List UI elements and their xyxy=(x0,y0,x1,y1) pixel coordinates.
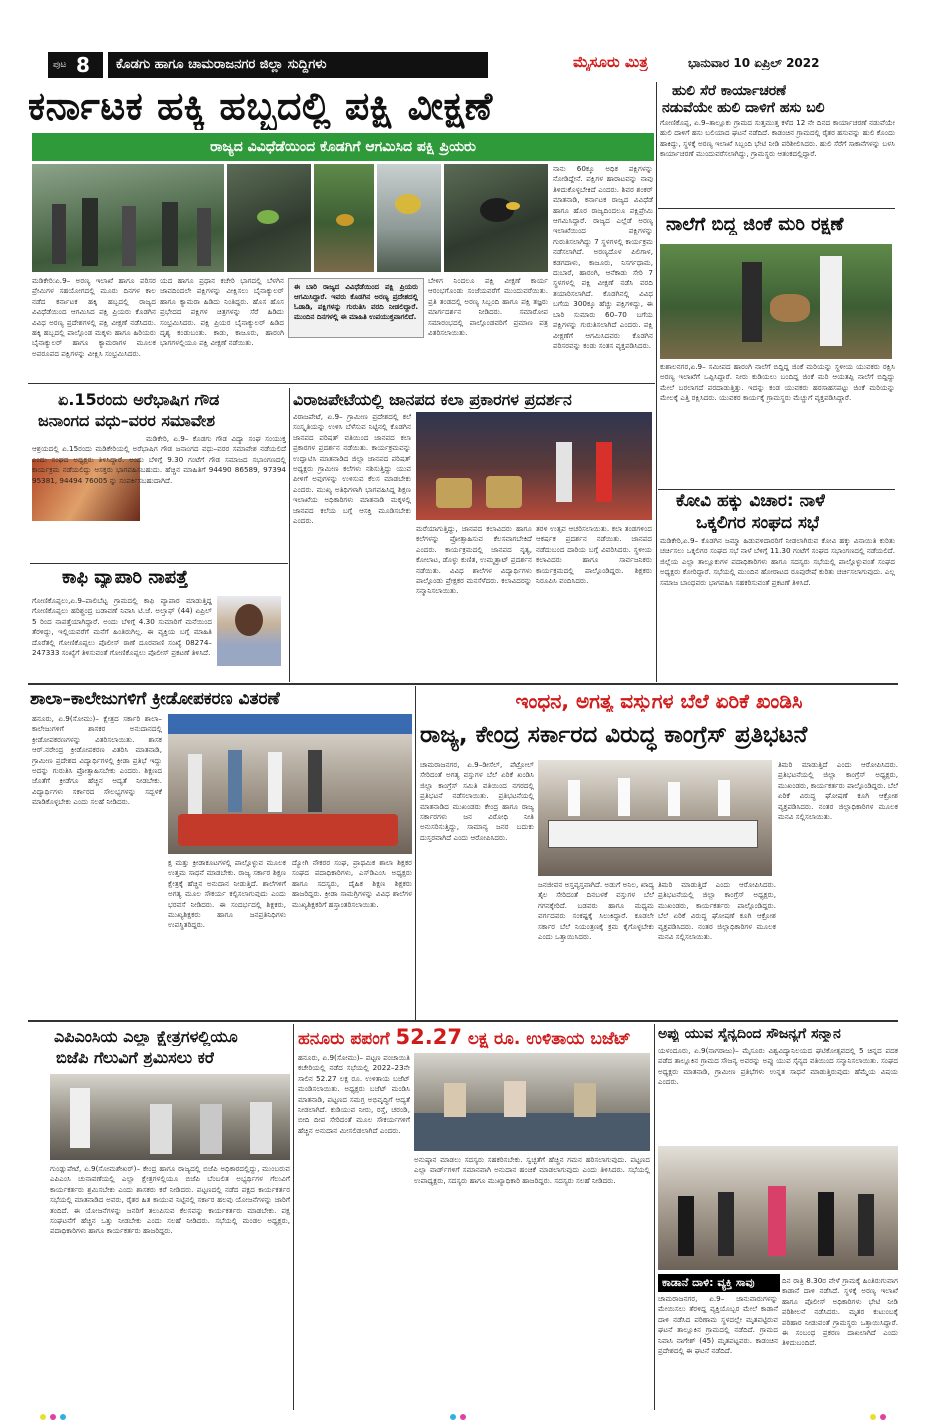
column-rule-5 xyxy=(654,1024,655,1410)
tiger-headline-2: ನಡುವೆಯೇ ಹುಲಿ ದಾಳಿಗೆ ಹಸು ಬಲಿ xyxy=(662,101,825,116)
lead-right-column: ನಾನು 60ಕ್ಕೂ ಅಧಿಕ ಪಕ್ಷಿಗಳನ್ನು ನೋಡಿದ್ದೇನೆ. ಪಕ್ಷಿಗಳ ಹಾರಾಟವನ್ನು ನಾವು ತಿಳಿದುಕೊಳ್ಳಬೇಕಿದೆ ಎಂದರು. ಶಿವರ ಶಂಕರ್ ಮಾತನಾಡಿ, ಕರ್ನಾಟಕ ರಾಜ್ಯದ ವಿವಿಧೆಡೆ ಹಾಗೂ ಹೊರ ರಾಜ್ಯದಿಂದಲೂ ಪಕ್ಷಿಪ್ರೇಮಿ ಆಗಮಿಸಿದ್ದಾರೆ. ರಾಜ್ಯದ ಎಲ್ಲೆಡೆ ಅರಣ್ಯ ಇಲಾಖೆಯಿಂದ ಪಕ್ಷಿಗಳನ್ನು ಗುರುತಿಸಲಾಗಿದ್ದು 7 ಸ್ಥಳಗಳಲ್ಲಿ ಕಾರ್ಯಕ್ರಮ ನಡೆಸಲಾಗಿದೆ. ಅರಣ್ಯದೊಳ ಪಿಲಿಗಾಳ, ಕಡಗದಾಳು, ಕಾಜೂರು, ನಿಸರ್ಗಧಾಮ, ದುಬಾರೆ, ಹಾರಂಗಿ, ಆನೆಕಾಡು ಸೇರಿ 7 ಸ್ಥಳಗಳಲ್ಲಿ ಪಕ್ಷಿ ವೀಕ್ಷಣೆ ನಡೆಸಿ ವರದಿ ತಯಾರಿಸಲಾಗಿದೆ. ಕೊಡಗಿನಲ್ಲಿ ವಿವಿಧ ಬಗೆಯ 300ಕ್ಕೂ ಹೆಚ್ಚು ಪಕ್ಷಿಗಳಿದ್ದು, ಈ ಬಾರಿ ಸುಮಾರು 60–70 ಬಗೆಯ ಪಕ್ಷಿಗಳನ್ನು ಗುರುತಿಸಲಾಗಿದೆ ಎಂದರು. ಪಕ್ಷಿ ವೀಕ್ಷಣೆಗೆ ಆಗಮಿಸಿದವರು ಕೊಡಗಿನ ಪರಿಸರವನ್ನು ಕಂಡು ಸಂತಸ ವ್ಯಕ್ತಪಡಿಸಿದರು. xyxy=(553,164,653,350)
budget-body-right: ಅನುಷ್ಠಾನ ಮಾಡಲು ಸದಸ್ಯರು ಸಹಕರಿಸಬೇಕು. ಸ್ವಚ್ಛತೆಗೆ ಹೆಚ್ಚಿನ ಗಮನ ಹರಿಸಲಾಗುವುದು. ಪಟ್ಟಣದ ಎಲ್ಲಾ ವಾರ್ಡ್‌ಗಳಿಗೆ ಸಮಾನವಾಗಿ ಅನುದಾನ ಹಂಚಿಕೆ ಮಾಡಲಾಗುವುದು ಎಂದು ತಿಳಿಸಿದರು. ಸಭೆಯಲ್ಲಿ ಉಪಾಧ್ಯಕ್ಷರು, ಸದಸ್ಯರು ಹಾಗೂ ಮುಖ್ಯಾಧಿಕಾರಿ ಹಾಜರಿದ್ದರು. ಸದಸ್ಯರು ಸಲಹೆ ನೀಡಿದರು. xyxy=(414,1155,650,1185)
kovi-headline-2: ಒಕ್ಕಲಿಗರ ಸಂಘದ ಸಭೆ xyxy=(696,514,820,533)
birdwatchers-photo xyxy=(32,164,224,272)
sports-body-left: ಹನೂರು, ಏ.9(ಸೋಮು)– ಕ್ಷೇತ್ರದ ಸರ್ಕಾರಿ ಶಾಲಾ–ಕಾಲೇಜುಗಳಿಗೆ ಶಾಸಕರ ಅನುದಾನದಲ್ಲಿ ಕ್ರೀಡೋಪಕರಣಗಳನ್ನು ವಿತರಿಸಲಾಯಿತು. ಶಾಸಕ ಆರ್.ನರೇಂದ್ರ ಕ್ರೀಡೋಪಕರಣ ವಿತರಿಸಿ ಮಾತನಾಡಿ, ಗ್ರಾಮೀಣ ಪ್ರದೇಶದ ವಿದ್ಯಾರ್ಥಿಗಳಲ್ಲಿ ಕ್ರೀಡಾ ಪ್ರತಿಭೆ ಇದ್ದು ಅದನ್ನು ಗುರುತಿಸಿ ಪ್ರೋತ್ಸಾಹಿಸಬೇಕು ಎಂದರು. ಶಿಕ್ಷಣದ ಜೊತೆಗೆ ಕ್ರೀಡೆಗೂ ಹೆಚ್ಚಿನ ಆದ್ಯತೆ ನೀಡಬೇಕು. ವಿದ್ಯಾರ್ಥಿಗಳು ಸರ್ಕಾರದ ಸೌಲಭ್ಯಗಳನ್ನು ಸದ್ಬಳಕೆ ಮಾಡಿಕೊಳ್ಳಬೇಕು ಎಂದು ಸಲಹೆ ನೀಡಿದರು. xyxy=(32,714,162,807)
sports-headline: ಶಾಲಾ–ಕಾಲೇಜುಗಳಿಗೆ ಕ್ರೀಡೋಪಕರಣ ವಿತರಣೆ xyxy=(30,690,280,709)
virajpet-body-left: ವಿರಾಜಪೇಟೆ, ಏ.9– ಗ್ರಾಮೀಣ ಪ್ರದೇಶದಲ್ಲಿ ಕಲೆ ಸಂಸ್ಕೃತಿಯನ್ನು ಉಳಿಸಿ ಬೆಳೆಸುವ ನಿಟ್ಟಿನಲ್ಲಿ ಕೊಡಗಿನ ಜಾನಪದ ಪರಿಷತ್ ವತಿಯಿಂದ ಜಾನಪದ ಕಲಾ ಪ್ರಕಾರಗಳ ಪ್ರದರ್ಶನ ನಡೆಯಿತು. ಕಾರ್ಯಕ್ರಮವನ್ನು ಉದ್ಘಾಟಿಸಿ ಮಾತನಾಡಿದ ಜಿಲ್ಲಾ ಜಾನಪದ ಪರಿಷತ್ ಅಧ್ಯಕ್ಷರು ಗ್ರಾಮೀಣ ಕಲೆಗಳು ನಶಿಸುತ್ತಿದ್ದು ಯುವ ಪೀಳಿಗೆ ಅವುಗಳನ್ನು ಉಳಿಸುವ ಕೆಲಸ ಮಾಡಬೇಕು ಎಂದರು. ಮುಖ್ಯ ಅತಿಥಿಗಳಾಗಿ ಭಾಗವಹಿಸಿದ್ದ ಶಿಕ್ಷಣ ಇಲಾಖೆಯ ಅಧಿಕಾರಿಗಳು ಮಾತನಾಡಿ ಮಕ್ಕಳಲ್ಲಿ ಜಾನಪದ ಕಲೆಯ ಬಗ್ಗೆ ಆಸಕ್ತಿ ಮೂಡಿಸಬೇಕು ಎಂದರು. xyxy=(293,412,411,526)
kadane-body-right: ದಿನ ರಾತ್ರಿ 8.30ರ ವೇಳೆ ಗ್ರಾಮಕ್ಕೆ ಹಿಂತಿರುಗುವಾಗ ಕಾಡಾನೆ ದಾಳಿ ನಡೆಸಿದೆ. ಸ್ಥಳಕ್ಕೆ ಅರಣ್ಯ ಇಲಾಖೆ ಹಾಗೂ ಪೊಲೀಸ್ ಅಧಿಕಾರಿಗಳು ಭೇಟಿ ನೀಡಿ ಪರಿಶೀಲನೆ ನಡೆಸಿದರು. ಮೃತರ ಕುಟುಂಬಕ್ಕೆ ಪರಿಹಾರ ನೀಡುವಂತೆ ಗ್ರಾಮಸ್ಥರು ಒತ್ತಾಯಿಸಿದ್ದಾರೆ. ಈ ಸಂಬಂಧ ಪ್ರಕರಣ ದಾಖಲಾಗಿದೆ ಎಂದು ತಿಳಿದುಬಂದಿದೆ. xyxy=(782,1276,898,1348)
deer-rule xyxy=(658,489,895,490)
protest-photo xyxy=(538,760,772,876)
wedding-rule xyxy=(30,563,288,564)
coffee-headline: ಕಾಫಿ ವ್ಯಾಪಾರಿ ನಾಪತ್ತೆ xyxy=(62,568,189,588)
column-rule-2 xyxy=(656,82,657,682)
registration-marks xyxy=(40,1414,900,1422)
folk-performance-photo xyxy=(416,412,652,520)
lead-headline: ಕರ್ನಾಟಕ ಹಕ್ಕಿ ಹಬ್ಬದಲ್ಲಿ ಪಕ್ಷಿ ವೀಕ್ಷಣೆ xyxy=(28,84,493,128)
issue-date: ಭಾನುವಾರ 10 ಏಪ್ರಿಲ್ 2022 xyxy=(688,57,820,70)
wedding-body: ಮಡಿಕೇರಿ, ಏ.9– ಕೊಡಗು ಗೌಡ ವಿದ್ಯಾ ಸಂಘ ಸಂಯುಕ್ತ ಆಶ್ರಯದಲ್ಲಿ ಏ.15ರಂದು ಮಡಿಕೇರಿಯಲ್ಲಿ ಅರೆಭಾಷಿಗ ಗೌಡ ಜನಾಂಗದ ವಧು–ವರರ ಸಮಾವೇಶ ನಡೆಯಲಿದೆ ಎಂದು ಸಂಘದ ಅಧ್ಯಕ್ಷರು ತಿಳಿಸಿದ್ದಾರೆ. ಅಂದು ಬೆಳಿಗ್ಗೆ 9.30 ಗಂಟೆಗೆ ಗೌಡ ಸಮಾಜದ ಸಭಾಂಗಣದಲ್ಲಿ ಕಾರ್ಯಕ್ರಮ ನಡೆಯಲಿದ್ದು ಆಸಕ್ತರು ಭಾಗವಹಿಸಬಹುದು. ಹೆಚ್ಚಿನ ಮಾಹಿತಿಗೆ 94490 86589, 97394 95381, 94494 76005 ನ್ನು ಸಂಪರ್ಕಿಸಬಹುದಾಗಿದೆ. xyxy=(32,434,286,485)
tiger-rule xyxy=(658,208,895,209)
congress-body-mid: ಜನಜೀವನ ಅಸ್ತವ್ಯಸ್ತವಾಗಿದೆ. ಅಡುಗೆ ಅನಿಲ, ಖಾದ್ಯ ತೈಲ ಸೇರಿದಂತೆ ದಿನಬಳಕೆ ವಸ್ತುಗಳ ಬೆಲೆ ಗಗನಕ್ಕೇರಿದೆ. ಬಡವರು ಹಾಗೂ ಮಧ್ಯಮ ವರ್ಗದವರು ಸಂಕಷ್ಟಕ್ಕೆ ಸಿಲುಕಿದ್ದಾರೆ. ಕೂಡಲೇ ಸರ್ಕಾರ ಬೆಲೆ ನಿಯಂತ್ರಣಕ್ಕೆ ಕ್ರಮ ಕೈಗೊಳ್ಳಬೇಕು ಎಂದು ಒತ್ತಾಯಿಸಿದರು. xyxy=(538,880,654,942)
army-headline: ಅಪ್ಪು ಯುವ ಸೈನ್ಯದಿಂದ ಸೌಜನ್ಯಗೆ ಸನ್ಮಾನ xyxy=(658,1027,841,1042)
congress-side-column: ತಿಮರಿ ಮಾಡುತ್ತಿದೆ ಎಂದು ಆರೋಪಿಸಿದರು. ಪ್ರತಿಭಟನೆಯಲ್ಲಿ ಜಿಲ್ಲಾ ಕಾಂಗ್ರೆಸ್ ಅಧ್ಯಕ್ಷರು, ಮುಖಂಡರು, ಕಾರ್ಯಕರ್ತರು ಪಾಲ್ಗೊಂಡಿದ್ದರು. ಬೆಲೆ ಏರಿಕೆ ವಿರುದ್ಧ ಘೋಷಣೆ ಕೂಗಿ ಆಕ್ರೋಶ ವ್ಯಕ್ತಪಡಿಸಿದರು. ನಂತರ ಜಿಲ್ಲಾಧಿಕಾರಿಗಳ ಮೂಲಕ ಮನವಿ ಸಲ್ಲಿಸಲಾಯಿತು. xyxy=(778,760,898,822)
section-title: ಕೊಡಗು ಹಾಗೂ ಚಾಮರಾಜನಗರ ಜಿಲ್ಲಾ ಸುದ್ದಿಗಳು xyxy=(108,52,488,78)
coffee-body: ಗೋಣಿಕೊಪ್ಪಲು,ಏ.9–ಪಾಲಿಬೆಟ್ಟ ಗ್ರಾಮದಲ್ಲಿ ಕಾಫಿ ವ್ಯಾಪಾರ ಮಾಡುತ್ತಿದ್ದ ಗೋಣಿಕೊಪ್ಪಲು ಹರಿಶ್ಚಂದ್ರ ಬಡಾವಣೆ ನಿವಾಸಿ ಟಿ.ಜೆ. ಅಲ್ತಾಫ್ (44) ಏಪ್ರಿಲ್ 5 ರಿಂದ ನಾಪತ್ತೆಯಾಗಿದ್ದಾರೆ. ಅಂದು ಬೆಳಿಗ್ಗೆ 4.30 ಸುಮಾರಿಗೆ ಮನೆಯಿಂದ ತೆರಳಿದ್ದು, ಇಲ್ಲಿಯವರೆಗೆ ಮನೆಗೆ ಹಿಂತಿರುಗಿಲ್ಲ. ಈ ವ್ಯಕ್ತಿಯ ಬಗ್ಗೆ ಮಾಹಿತಿ ದೊರೆತಲ್ಲಿ ಗೋಣಿಕೊಪ್ಪಲು ಪೊಲೀಸ್ ಠಾಣೆ ದೂರವಾಣಿ ಸಂಖ್ಯೆ 08274–247333 ಸಂಖ್ಯೆಗೆ ತಿಳಿಸುವಂತೆ ಗೋಣಿಕೊಪ್ಪಲು ಪೊಲೀಸ್ ಪ್ರಕಟಣೆ ತಿಳಿಸಿದೆ. xyxy=(32,596,212,658)
apmc-headline-1: ಎಪಿಎಂಸಿಯ ಎಲ್ಲಾ ಕ್ಷೇತ್ರಗಳಲ್ಲಿಯೂ xyxy=(54,1028,238,1046)
army-body: ಯಳಂದೂರು, ಏ.9(ನಾಗರಾಜು)– ಮೈಸೂರು ವಿಶ್ವವಿದ್ಯಾನಿಲಯದ ಘಟಿಕೋತ್ಸವದಲ್ಲಿ 5 ಚಿನ್ನದ ಪದಕ ಪಡೆದ ತಾಲ್ಲೂಕಿನ ಗ್ರಾಮದ ಸೌಜನ್ಯ ಅವರನ್ನು ಅಪ್ಪು ಯುವ ಸೈನ್ಯದ ವತಿಯಿಂದ ಸನ್ಮಾನಿಸಲಾಯಿತು. ಸಂಘದ ಅಧ್ಯಕ್ಷರು ಮಾತನಾಡಿ, ಗ್ರಾಮೀಣ ಪ್ರತಿಭೆಗಳು ಉನ್ನತ ಸಾಧನೆ ಮಾಡುತ್ತಿರುವುದು ಹೆಮ್ಮೆಯ ವಿಷಯ ಎಂದರು. xyxy=(658,1046,898,1087)
kadane-headline: ಕಾಡಾನೆ ದಾಳಿ: ವ್ಯಕ್ತಿ ಸಾವು xyxy=(658,1274,780,1292)
column-rule-4 xyxy=(293,1024,294,1410)
hornbill-photo xyxy=(444,164,548,272)
wedding-headline-2: ಜನಾಂಗದ ವಧು–ವರರ ಸಮಾವೇಶ xyxy=(38,412,216,430)
deer-headline: ನಾಲೆಗೆ ಬಿದ್ದ ಜಿಂಕೆ ಮರಿ ರಕ್ಷಣೆ xyxy=(666,215,844,235)
lead-bottom-rule xyxy=(28,383,655,384)
budget-headline-c: ಲಕ್ಷ ರೂ. ಉಳಿತಾಯ ಬಜೆಟ್ xyxy=(467,1029,631,1049)
page-number-box xyxy=(48,52,103,78)
lower-section-rule xyxy=(28,1020,898,1022)
sports-distribution-photo xyxy=(168,714,412,854)
kovi-headline-1: ಕೋವಿ ಹಕ್ಕು ವಿಚಾರ: ನಾಳೆ xyxy=(676,492,825,511)
virajpet-headline: ವಿರಾಜಪೇಟೆಯಲ್ಲಿ ಜಾನಪದ ಕಲಾ ಪ್ರಕಾರಗಳ ಪ್ರದರ್ಶನ xyxy=(293,391,572,409)
sports-body-mid: ಕ್ಷ ಮತ್ತು ಕ್ರೀಡಾಕೂಟಗಳಲ್ಲಿ ಪಾಲ್ಗೊಳ್ಳುವ ಮೂಲಕ ಉತ್ತಮ ಸಾಧನೆ ಮಾಡಬೇಕು. ರಾಜ್ಯ ಸರ್ಕಾರ ಶಿಕ್ಷಣ ಕ್ಷೇತ್ರಕ್ಕೆ ಹೆಚ್ಚಿನ ಅನುದಾನ ನೀಡುತ್ತಿದೆ. ಶಾಲೆಗಳಿಗೆ ಅಗತ್ಯ ಮೂಲ ಸೌಕರ್ಯ ಕಲ್ಪಿಸಲಾಗುವುದು ಎಂದು ಭರವಸೆ ನೀಡಿದರು. ಈ ಸಂದರ್ಭದಲ್ಲಿ ಶಿಕ್ಷಕರು, ಮುಖ್ಯಶಿಕ್ಷಕರು ಹಾಗೂ ಜನಪ್ರತಿನಿಧಿಗಳು ಉಪಸ್ಥಿತರಿದ್ದರು. xyxy=(168,858,286,930)
budget-headline xyxy=(298,1025,650,1051)
tiger-headline-1: ಹುಲಿ ಸೆರೆ ಕಾರ್ಯಾಚರಣೆ xyxy=(672,84,787,99)
deer-rescue-photo xyxy=(660,244,892,359)
column-rule-1 xyxy=(289,388,290,682)
kovi-body: ಮಡಿಕೇರಿ,ಏ.9– ಕೊಡಗಿನ ಜಮ್ಮಾ ಹಿಡುವಳಿದಾರರಿಗೆ ನೀಡಲಾಗಿರುವ ಕೋವಿ ಹಕ್ಕು ವಿನಾಯಿತಿ ಕುರಿತು ಚರ್ಚಿಸಲು ಒಕ್ಕಲಿಗರ ಸಂಘದ ಸಭೆ ನಾಳೆ ಬೆಳಿಗ್ಗೆ 11.30 ಗಂಟೆಗೆ ಸಂಘದ ಸಭಾಂಗಣದಲ್ಲಿ ನಡೆಯಲಿದೆ. ಜಿಲ್ಲೆಯ ಎಲ್ಲಾ ತಾಲ್ಲೂಕುಗಳ ಪದಾಧಿಕಾರಿಗಳು ಹಾಗೂ ಸದಸ್ಯರು ಸಭೆಯಲ್ಲಿ ಪಾಲ್ಗೊಳ್ಳುವಂತೆ ಸಂಘದ ಅಧ್ಯಕ್ಷರು ಕೋರಿದ್ದಾರೆ. ಸಭೆಯಲ್ಲಿ ಮುಂದಿನ ಹೋರಾಟದ ರೂಪುರೇಷೆ ಕುರಿತು ಚರ್ಚಿಸಲಾಗುವುದು. ಎಲ್ಲ ಸಮಾಜ ಬಾಂಧವರು ಭಾಗವಹಿಸಿ ಸಹಕರಿಸುವಂತೆ ಪ್ರಕಟಣೆ ತಿಳಿಸಿದೆ. xyxy=(660,536,895,587)
tiger-body: ಗೋಣಿಕೊಪ್ಪ, ಏ.9–ತಾಲ್ಲೂಕು ಗ್ರಾಮದ ಸುತ್ತಮುತ್ತ ಕಳೆದ 12 ನೇ ದಿನದ ಕಾರ್ಯಾಚರಣೆ ನಡುವೆಯೇ ಹುಲಿ ದಾಳಿಗೆ ಹಸು ಬಲಿಯಾದ ಘಟನೆ ನಡೆದಿದೆ. ಕಾಡಂಚಿನ ಗ್ರಾಮದಲ್ಲಿ ರೈತರ ಹಸುವನ್ನು ಹುಲಿ ಕೊಂದು ಹಾಕಿದ್ದು, ಸ್ಥಳಕ್ಕೆ ಅರಣ್ಯ ಇಲಾಖೆ ಸಿಬ್ಬಂದಿ ಭೇಟಿ ನೀಡಿ ಪರಿಶೀಲಿಸಿದರು. ಹುಲಿ ಸೆರೆಗೆ ಸಾಕಾನೆಗಳನ್ನು ಬಳಸಿ ಕಾರ್ಯಾಚರಣೆ ಮುಂದುವರೆಸಲಾಗಿದ್ದು, ಗ್ರಾಮಸ್ಥರು ಆತಂಕದಲ್ಲಿದ್ದಾರೆ. xyxy=(660,118,895,159)
apmc-body: ಗುಂಡ್ಲುಪೇಟೆ, ಏ.9(ಸೋಮಶೇಖರ್)– ಕೇಂದ್ರ ಹಾಗೂ ರಾಜ್ಯದಲ್ಲಿ ಬಿಜೆಪಿ ಅಧಿಕಾರದಲ್ಲಿದ್ದು, ಮುಂಬರುವ ಎಪಿಎಂಸಿ ಚುನಾವಣೆಯಲ್ಲಿ ಎಲ್ಲಾ ಕ್ಷೇತ್ರಗಳಲ್ಲಿಯೂ ಬಿಜೆಪಿ ಬೆಂಬಲಿತ ಅಭ್ಯರ್ಥಿಗಳ ಗೆಲುವಿಗೆ ಕಾರ್ಯಕರ್ತರು ಶ್ರಮಿಸಬೇಕು ಎಂದು ಶಾಸಕರು ಕರೆ ನೀಡಿದರು. ಪಟ್ಟಣದಲ್ಲಿ ನಡೆದ ಪಕ್ಷದ ಕಾರ್ಯಕರ್ತರ ಸಭೆಯಲ್ಲಿ ಮಾತನಾಡಿದ ಅವರು, ರೈತರ ಹಿತ ಕಾಯುವ ನಿಟ್ಟಿನಲ್ಲಿ ಸರ್ಕಾರ ಹಲವು ಯೋಜನೆಗಳನ್ನು ಜಾರಿಗೆ ತಂದಿದೆ. ಈ ಯೋಜನೆಗಳನ್ನು ಜನರಿಗೆ ತಲುಪಿಸುವ ಕೆಲಸವನ್ನು ಕಾರ್ಯಕರ್ತರು ಮಾಡಬೇಕು. ಪಕ್ಷ ಸಂಘಟನೆಗೆ ಹೆಚ್ಚಿನ ಒತ್ತು ನೀಡಬೇಕು ಎಂದು ಸಲಹೆ ನೀಡಿದರು. ಸಭೆಯಲ್ಲಿ ಮಂಡಲ ಅಧ್ಯಕ್ಷರು, ಪದಾಧಿಕಾರಿಗಳು ಹಾಗೂ ಕಾರ್ಯಕರ್ತರು ಹಾಜರಿದ್ದರು. xyxy=(50,1164,290,1236)
lead-body-b: ಯದ ಹಾಗೂ ಪ್ರಧಾನ ಕಚೇರಿ ಭಾಗದಲ್ಲಿ ಬೆಳಗಿನ ಜಾವದಿಂದಲೇ ಪಕ್ಷಿಗಳನ್ನು ವೀಕ್ಷಿಸಲು ಬೈನಾಕ್ಯುಲರ್ ಹಾಗೂ ಕ್ಯಾಮರಾ ಹಿಡಿದು ನಿಂತಿದ್ದರು. ಹೊಸ ಹೊಸ ಪ್ರಭೇದದ ಪಕ್ಷಿಗಳ ಚಿತ್ರಗಳನ್ನು ಸೆರೆ ಹಿಡಿದು ಸಂಭ್ರಮಿಸಿದರು. ಪಕ್ಷಿ ಪ್ರಿಯರ ಬೈನಾಕ್ಯುಲರ್ ಹಿಡಿದ ದೃಶ್ಯ ಕಂಡುಬಂತು. ಕಾಡು, ಕಾಜೂರು, ಹಾರಂಗಿ ಭಾಗಗಳಲ್ಲಿಯೂ ಪಕ್ಷಿ ವೀಕ್ಷಣೆ ನಡೆಯಿತು. xyxy=(160,276,284,348)
deer-body: ಕುಶಾಲನಗರ,ಏ.9– ಸಮೀಪದ ಹಾರಂಗಿ ನಾಲೆಗೆ ಬಿದ್ದಿದ್ದ ಜಿಂಕೆ ಮರಿಯನ್ನು ಸ್ಥಳೀಯ ಯುವಕರು ರಕ್ಷಿಸಿ ಅರಣ್ಯ ಇಲಾಖೆಗೆ ಒಪ್ಪಿಸಿದ್ದಾರೆ. ನೀರು ಕುಡಿಯಲು ಬಂದಿದ್ದ ಜಿಂಕೆ ಮರಿ ಆಯತಪ್ಪಿ ನಾಲೆಗೆ ಬಿದ್ದಿದ್ದು ಮೇಲೆ ಬರಲಾಗದೆ ಪರದಾಡುತ್ತಿತ್ತು. ಇದನ್ನು ಕಂಡ ಯುವಕರು ಹರಸಾಹಸಪಟ್ಟು ಜಿಂಕೆ ಮರಿಯನ್ನು ಮೇಲಕ್ಕೆ ಎತ್ತಿ ರಕ್ಷಿಸಿದರು. ಯುವಕರ ಕಾರ್ಯಕ್ಕೆ ಗ್ರಾಮಸ್ಥರು ಮೆಚ್ಚುಗೆ ವ್ಯಕ್ತಪಡಿಸಿದ್ದಾರೆ. xyxy=(660,362,895,403)
apmc-headline-2: ಬಿಜೆಪಿ ಗೆಲುವಿಗೆ ಶ್ರಮಿಸಲು ಕರೆ xyxy=(56,1049,214,1067)
budget-meeting-photo xyxy=(414,1053,650,1151)
budget-headline-b: 52.27 xyxy=(395,1025,462,1049)
congress-body-left: ಚಾಮರಾಜನಗರ, ಏ.9–ಡೀಸೆಲ್, ಪೆಟ್ರೋಲ್ ಸೇರಿದಂತೆ ಅಗತ್ಯ ವಸ್ತುಗಳ ಬೆಲೆ ಏರಿಕೆ ಖಂಡಿಸಿ ಜಿಲ್ಲಾ ಕಾಂಗ್ರೆಸ್ ಸಮಿತಿ ವತಿಯಿಂದ ನಗರದಲ್ಲಿ ಪ್ರತಿಭಟನೆ ನಡೆಸಲಾಯಿತು. ಪ್ರತಿಭಟನೆಯಲ್ಲಿ ಮಾತನಾಡಿದ ಮುಖಂಡರು ಕೇಂದ್ರ ಹಾಗೂ ರಾಜ್ಯ ಸರ್ಕಾರಗಳು ಜನ ವಿರೋಧಿ ನೀತಿ ಅನುಸರಿಸುತ್ತಿದ್ದು, ಸಾಮಾನ್ಯ ಜನರ ಬದುಕು ದುಸ್ತರವಾಗಿದೆ ಎಂದು ಆರೋಪಿಸಿದರು. xyxy=(420,760,534,842)
lead-quote: ಈ ಬಾರಿ ರಾಜ್ಯದ ವಿವಿಧೆಡೆಯಿಂದ ಪಕ್ಷಿ ಪ್ರಿಯರು ಆಗಮಿಸಿದ್ದಾರೆ. ಇವರು ಕೊಡಗಿನ ಅರಣ್ಯ ಪ್ರದೇಶದಲ್ಲಿ ಓಡಾಡಿ, ಪಕ್ಷಿಗಳನ್ನು ಗುರುತಿಸಿ ವರದಿ ನೀಡಲಿದ್ದಾರೆ. ಮುಂದಿನ ದಿನಗಳಲ್ಲಿ ಈ ಮಾಹಿತಿ ಉಪಯುಕ್ತವಾಗಲಿದೆ. xyxy=(288,278,424,338)
paper-name: ಮೈಸೂರು ಮಿತ್ರ xyxy=(573,54,648,71)
congress-headline: ರಾಜ್ಯ, ಕೇಂದ್ರ ಸರ್ಕಾರದ ವಿರುದ್ಧ ಕಾಂಗ್ರೆಸ್ ಪ್ರತಿಭಟನೆ xyxy=(420,722,808,748)
budget-body-left: ಹನೂರು, ಏ.9(ಸೋಮು)– ಪಟ್ಟಣ ಪಂಚಾಯಿತಿ ಕಚೇರಿಯಲ್ಲಿ ನಡೆದ ಸಭೆಯಲ್ಲಿ 2022–23ನೇ ಸಾಲಿನ 52.27 ಲಕ್ಷ ರೂ. ಉಳಿತಾಯ ಬಜೆಟ್ ಮಂಡಿಸಲಾಯಿತು. ಅಧ್ಯಕ್ಷರು ಬಜೆಟ್ ಮಂಡಿಸಿ ಮಾತನಾಡಿ, ಪಟ್ಟಣದ ಸಮಗ್ರ ಅಭಿವೃದ್ಧಿಗೆ ಆದ್ಯತೆ ನೀಡಲಾಗಿದೆ. ಕುಡಿಯುವ ನೀರು, ರಸ್ತೆ, ಚರಂಡಿ, ಬೀದಿ ದೀಪ ಸೇರಿದಂತೆ ಮೂಲ ಸೌಕರ್ಯಗಳಿಗೆ ಹೆಚ್ಚಿನ ಅನುದಾನ ಮೀಸಲಿಡಲಾಗಿದೆ ಎಂದರು. xyxy=(298,1053,410,1135)
apmc-meeting-photo xyxy=(50,1074,290,1160)
felicitation-photo xyxy=(658,1146,898,1270)
masthead xyxy=(48,52,898,78)
lead-subhead: ರಾಜ್ಯದ ವಿವಿಧೆಡೆಯಿಂದ ಕೊಡಗಿಗೆ ಆಗಮಿಸಿದ ಪಕ್ಷಿ ಪ್ರಿಯರು xyxy=(32,133,654,161)
virajpet-body-mid: ಮರೆಯಾಗುತ್ತಿದ್ದು, ಜಾನಪದ ಕಲಾವಿದರು ಹಾಗೂ ಕಲೆಗಳನ್ನು ಪ್ರೋತ್ಸಾಹಿಸುವ ಕೆಲಸವಾಗಬೇಕಿದೆ ಎಂದರು. ಕಾರ್ಯಕ್ರಮದಲ್ಲಿ ಜಾನಪದ ನೃತ್ಯ, ಕೋಲಾಟ, ಡೊಳ್ಳು ಕುಣಿತ, ಉಮ್ಮತ್ತಾಟ್ ಪ್ರದರ್ಶನ ನಡೆಯಿತು. ವಿವಿಧ ಶಾಲೆಗಳ ವಿದ್ಯಾರ್ಥಿಗಳು ಪಾಲ್ಗೊಂಡು ಪ್ರೇಕ್ಷಕರ ಮನಸೆಳೆದರು. ಕಲಾವಿದರನ್ನು ಸನ್ಮಾನಿಸಲಾಯಿತು. xyxy=(416,524,532,596)
lead-body-c: ಬೇಳಿಗ ನಿಂದಲೂ ಪಕ್ಷಿ ವೀಕ್ಷಣೆ ಕಾರ್ಯ ಆರಂಭಗೊಂಡು ಸಂಜೆಯವರೆಗೆ ಮುಂದುವರೆಯಿತು. ಪ್ರತಿ ತಂಡದಲ್ಲಿ ಅರಣ್ಯ ಸಿಬ್ಬಂದಿ ಹಾಗೂ ಪಕ್ಷಿ ತಜ್ಞರು ಮಾರ್ಗದರ್ಶನ ನೀಡಿದರು. ಸಮಾರೋಪ ಸಮಾರಂಭದಲ್ಲಿ ಪಾಲ್ಗೊಂಡವರಿಗೆ ಪ್ರಮಾಣ ಪತ್ರ ವಿತರಿಸಲಾಯಿತು. xyxy=(428,276,548,338)
congress-body-right: ತಿಮರಿ ಮಾಡುತ್ತಿದೆ ಎಂದು ಆರೋಪಿಸಿದರು. ಪ್ರತಿಭಟನೆಯಲ್ಲಿ ಜಿಲ್ಲಾ ಕಾಂಗ್ರೆಸ್ ಅಧ್ಯಕ್ಷರು, ಮುಖಂಡರು, ಕಾರ್ಯಕರ್ತರು ಪಾಲ್ಗೊಂಡಿದ್ದರು. ಬೆಲೆ ಏರಿಕೆ ವಿರುದ್ಧ ಘೋಷಣೆ ಕೂಗಿ ಆಕ್ರೋಶ ವ್ಯಕ್ತಪಡಿಸಿದರು. ನಂತರ ಜಿಲ್ಲಾಧಿಕಾರಿಗಳ ಮೂಲಕ ಮನವಿ ಸಲ್ಲಿಸಲಾಯಿತು. xyxy=(658,880,776,942)
congress-kicker: ಇಂಧನ, ಅಗತ್ಯ ವಸ್ತುಗಳ ಬೆಲೆ ಏರಿಕೆ ಖಂಡಿಸಿ xyxy=(515,690,803,712)
bird-on-branch-photo xyxy=(314,164,374,272)
kadane-body-left: ಚಾಮರಾಜನಗರ, ಏ.9– ಜಾನುವಾರುಗಳನ್ನು ಮೇಯಿಸಲು ತೆರಳಿದ್ದ ವ್ಯಕ್ತಿಯೊಬ್ಬರ ಮೇಲೆ ಕಾಡಾನೆ ದಾಳಿ ನಡೆಸಿದ ಪರಿಣಾಮ ಸ್ಥಳದಲ್ಲೇ ಮೃತಪಟ್ಟಿರುವ ಘಟನೆ ತಾಲ್ಲೂಕಿನ ಗ್ರಾಮದಲ್ಲಿ ನಡೆದಿದೆ. ಗ್ರಾಮದ ನಿವಾಸಿ ನಾಗೇಶ್ (45) ಮೃತಪಟ್ಟವರು. ಕಾಡಂಚಿನ ಪ್ರದೇಶದಲ್ಲಿ ಈ ಘಟನೆ ನಡೆದಿದೆ. xyxy=(658,1294,778,1356)
perched-bird-photo xyxy=(377,164,441,272)
bird-in-fig-tree-photo xyxy=(227,164,311,272)
wedding-headline-1: ಏ.15ರಂದು ಅರೆಭಾಷಿಗ ಗೌಡ xyxy=(58,391,220,409)
budget-headline-a: ಹನೂರು ಪಪಂಗೆ xyxy=(298,1029,390,1049)
lead-body-a: ಮಡಿಕೇರಿ:ಏ.9– ಅರಣ್ಯ ಇಲಾಖೆ ಹಾಗೂ ಪರಿಸರ ಪ್ರೇಮಿಗಳ ಸಹಯೋಗದಲ್ಲಿ ಮೂರು ದಿನಗಳ ಕಾಲ ನಡೆದ ಕರ್ನಾಟಕ ಹಕ್ಕಿ ಹಬ್ಬದಲ್ಲಿ ರಾಜ್ಯದ ವಿವಿಧೆಡೆಯಿಂದ ಆಗಮಿಸಿದ ಪಕ್ಷಿ ಪ್ರಿಯರು ಕೊಡಗಿನ ವಿವಿಧ ಅರಣ್ಯ ಪ್ರದೇಶಗಳಲ್ಲಿ ಪಕ್ಷಿ ವೀಕ್ಷಣೆ ನಡೆಸಿದರು. ಹಕ್ಕಿ ಹಬ್ಬದಲ್ಲಿ ಪಾಲ್ಗೊಂಡ ಮಕ್ಕಳು ಹಾಗೂ ಹಿರಿಯರು ಬೈನಾಕ್ಯುಲರ್ ಹಾಗೂ ಕ್ಯಾಮರಾಗಳ ಮೂಲಕ ಅಪರೂಪದ ಪಕ್ಷಿಗಳನ್ನು ವೀಕ್ಷಿಸಿ ಸಂಭ್ರಮಿಸಿದರು. xyxy=(32,276,156,358)
sports-body-right: ದ್ಯೋಗಿ ನೌಕರರ ಸಂಘ, ಪ್ರಾಥಮಿಕ ಶಾಲಾ ಶಿಕ್ಷಕರ ಸಂಘದ ಪದಾಧಿಕಾರಿಗಳು, ಎಸ್‌ಡಿಎಂಸಿ ಅಧ್ಯಕ್ಷರು ಹಾಗೂ ಸದಸ್ಯರು, ದೈಹಿಕ ಶಿಕ್ಷಣ ಶಿಕ್ಷಕರು ಹಾಜರಿದ್ದರು. ಕ್ರೀಡಾ ಸಾಮಗ್ರಿಗಳನ್ನು ವಿವಿಧ ಶಾಲೆಗಳ ಮುಖ್ಯಶಿಕ್ಷಕರಿಗೆ ಹಸ್ತಾಂತರಿಸಲಾಯಿತು. xyxy=(292,858,412,909)
virajpet-body-right: ತರಳಿ ಉತ್ಸವ ಆಚರಿಸಲಾಯಿತು. ಕಲಾ ತಂಡಗಳಿಂದ ಆಕರ್ಷಕ ಪ್ರದರ್ಶನ ನಡೆಯಿತು. ಜಾನಪದ ನಡೆದುಬಂದ ದಾರಿಯ ಬಗ್ಗೆ ವಿವರಿಸಿದರು. ಸ್ಥಳೀಯ ಕಲಾವಿದರು ಹಾಗೂ ಸಾರ್ವಜನಿಕರು ಕಾರ್ಯಕ್ರಮದಲ್ಲಿ ಪಾಲ್ಗೊಂಡಿದ್ದರು. ಶಿಕ್ಷಕರು ನಿರೂಪಿಸಿ ವಂದಿಸಿದರು. xyxy=(536,524,652,586)
page-word: ಪುಟ xyxy=(53,60,67,70)
missing-person-photo xyxy=(217,596,281,666)
page-number: 8 xyxy=(76,53,90,77)
column-rule-3 xyxy=(415,686,416,1020)
upper-section-rule xyxy=(28,683,898,685)
